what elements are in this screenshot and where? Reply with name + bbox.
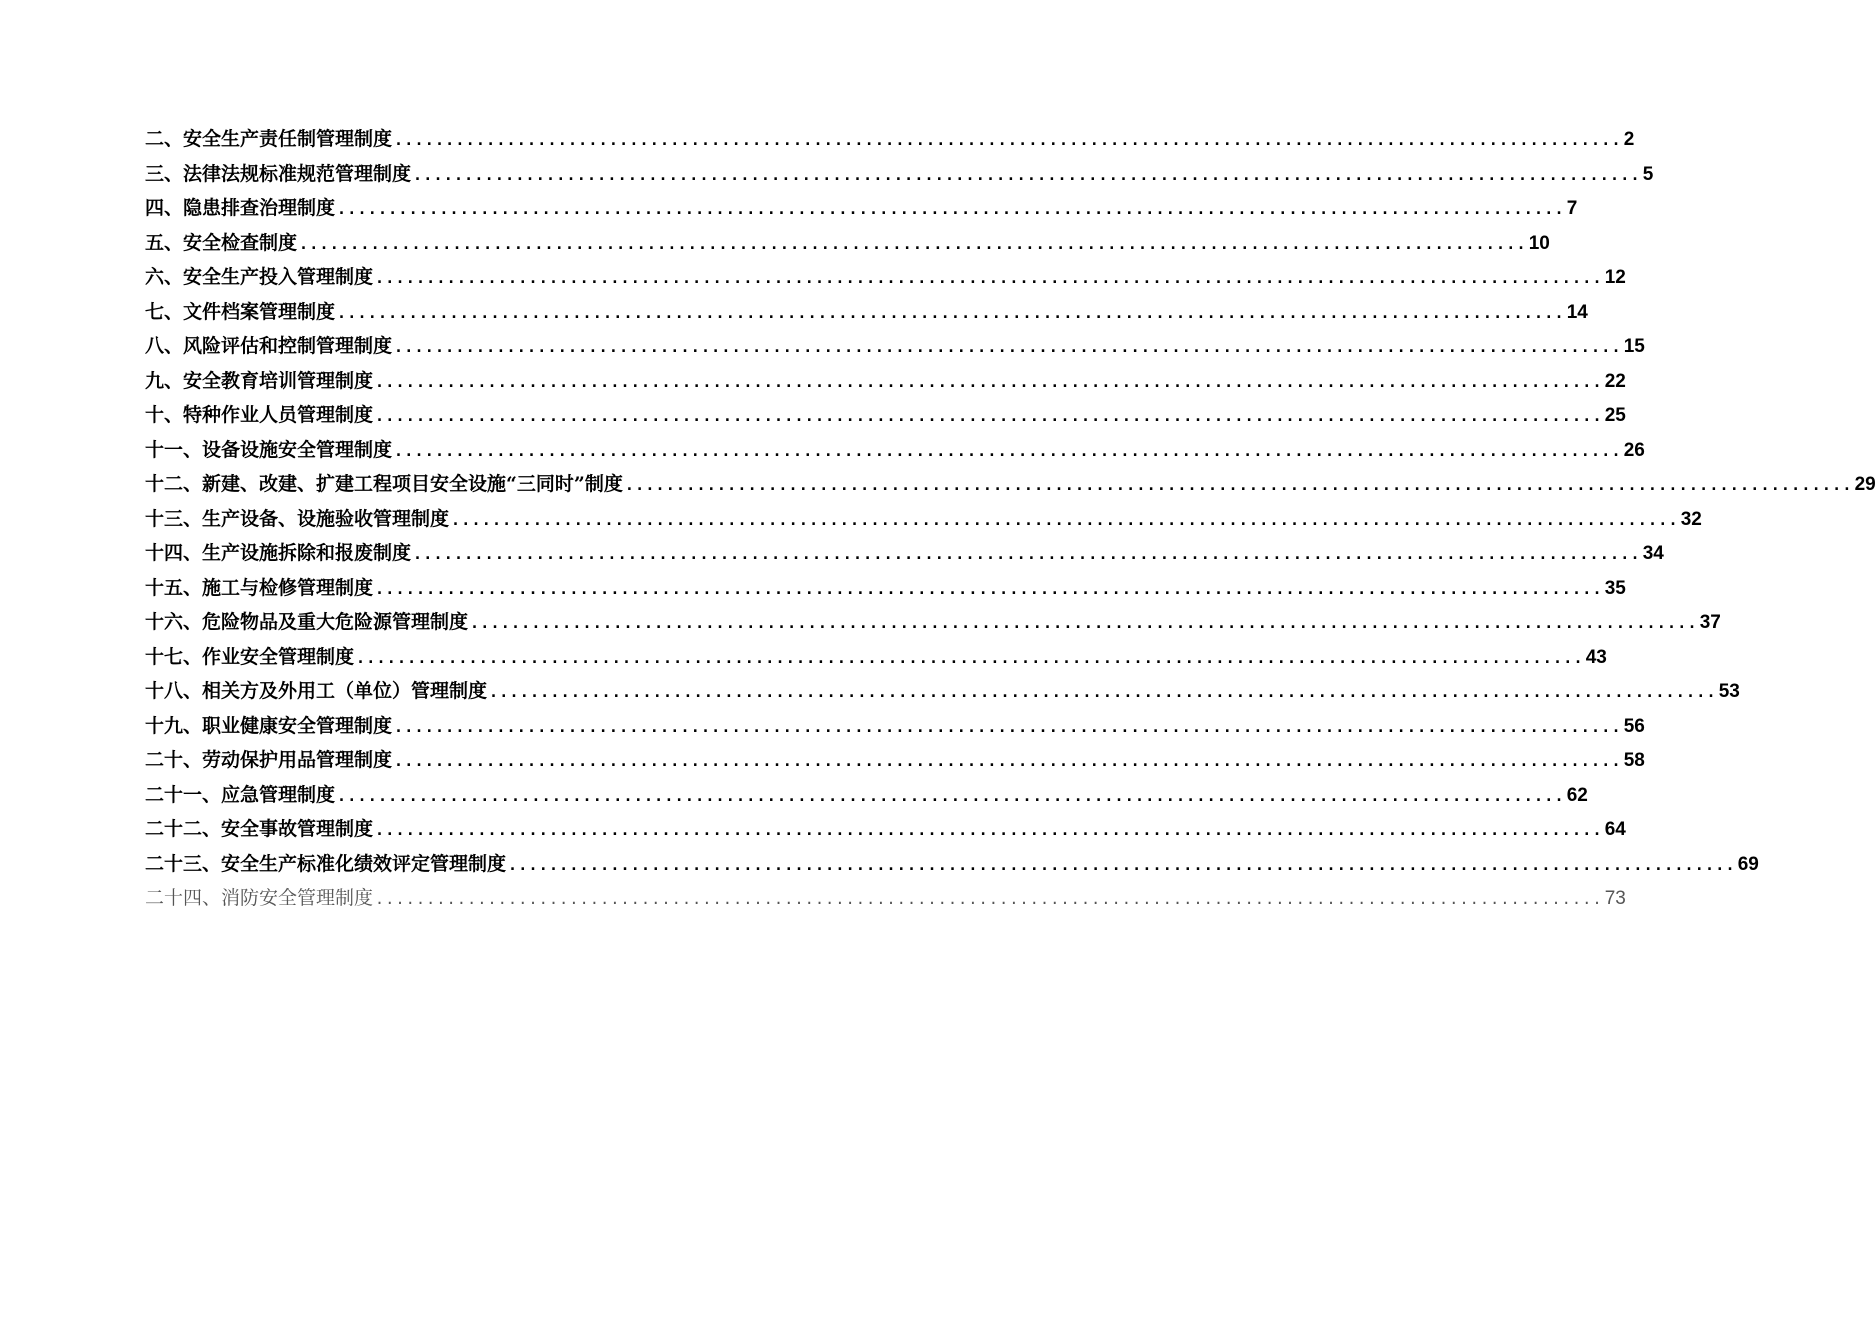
toc-entry[interactable] [145,226,1550,261]
toc-entry[interactable] [145,191,1578,226]
toc-dot-leader: ........................................................................................................................ [394,441,1622,460]
toc-page-number: 37 [1699,612,1721,633]
toc-page-number: 56 [1623,715,1645,737]
toc-entry-title: 二十二、安全事故管理制度 [145,818,374,840]
toc-dot-leader: ........................................................................................................................ [413,545,1641,563]
toc-page-number: 35 [1604,577,1626,599]
toc-page-number: 32 [1680,508,1702,530]
toc-entry-title: 十二、新建、改建、扩建工程项目安全设施“三同时”制度 [145,473,623,495]
toc-dot-leader: ........................................................................................................................ [470,614,1698,632]
toc-dot-leader: ........................................................................................................................ [489,683,1717,701]
toc-entry-title: 八、风险评估和控制管理制度 [145,335,393,357]
toc-dot-leader: ........................................................................................................................ [375,269,1603,287]
toc-entry-title: 十、特种作业人员管理制度 [145,404,374,426]
toc-dot-leader: ........................................................................................................................ [451,510,1679,529]
toc-entry[interactable] [145,467,1876,502]
toc-entry-title: 二十三、安全生产标准化绩效评定管理制度 [145,852,507,875]
toc-entry-title: 二十、劳动保护用品管理制度 [145,749,393,771]
toc-page-number: 62 [1566,784,1588,806]
toc-dot-leader: ........................................................................................................................ [375,890,1603,908]
toc-entry-title: 十九、职业健康安全管理制度 [145,714,393,737]
toc-dot-leader: ........................................................................................................................ [508,855,1736,874]
toc-dot-leader: ........................................................................................................................ [394,717,1622,736]
toc-dot-leader: ........................................................................................................................ [337,303,1565,322]
toc-page-number: 25 [1604,405,1626,426]
toc-entry-title: 九、安全教育培训管理制度 [145,369,374,392]
toc-entry-title: 二十一、应急管理制度 [145,783,336,806]
toc-entry[interactable] [145,157,1654,192]
toc-entry-title: 十八、相关方及外用工（单位）管理制度 [145,680,488,702]
toc-page-number: 29 [1854,474,1876,495]
toc-page-number: 53 [1718,681,1740,702]
toc-page-number: 26 [1623,439,1645,461]
toc-dot-leader: ........................................................................................................................ [394,338,1622,356]
toc-entry[interactable] [145,743,1645,778]
toc-dot-leader: ........................................................................................................................ [375,579,1603,598]
toc-dot-leader: ........................................................................................................................ [375,372,1603,391]
toc-dot-leader: ........................................................................................................................ [394,131,1622,149]
toc-entry[interactable] [145,329,1645,364]
toc-entry[interactable] [145,260,1626,295]
toc-page-number: 64 [1604,819,1626,840]
toc-page-number: 15 [1623,336,1645,357]
table-of-contents [145,122,1876,916]
toc-entry-title: 十五、施工与检修管理制度 [145,576,374,599]
toc-page-number: 43 [1585,646,1607,668]
toc-dot-leader: ........................................................................................................................ [375,821,1603,839]
toc-dot-leader: ........................................................................................................................ [337,786,1565,805]
toc-entry-title: 四、隐患排查治理制度 [145,197,336,219]
toc-dot-leader: ........................................................................................................................ [375,407,1603,425]
toc-dot-leader: ........................................................................................................................ [356,648,1584,667]
toc-entry-title: 三、法律法规标准规范管理制度 [145,162,412,185]
toc-entry[interactable] [145,709,1645,744]
toc-entry-title: 五、安全检查制度 [145,231,298,254]
toc-entry-title: 十六、危险物品及重大危险源管理制度 [145,611,469,633]
toc-page-number: 10 [1528,232,1550,254]
toc-entry-title: 二十四、消防安全管理制度 [145,887,374,909]
toc-entry-title: 十一、设备设施安全管理制度 [145,438,393,461]
toc-entry[interactable] [145,847,1759,882]
toc-entry[interactable] [145,502,1702,537]
toc-entry-title: 十七、作业安全管理制度 [145,645,355,668]
toc-page-number: 22 [1604,370,1626,392]
toc-dot-leader: ........................................................................................................................ [337,200,1565,218]
toc-entry[interactable] [145,640,1607,675]
toc-entry-title: 十四、生产设施拆除和报废制度 [145,542,412,564]
toc-dot-leader: ........................................................................................................................ [624,476,1853,494]
toc-entry[interactable] [145,364,1626,399]
toc-entry[interactable] [145,571,1626,606]
toc-page-number: 69 [1737,853,1759,875]
toc-page-number: 2 [1623,129,1635,150]
toc-entry-title: 七、文件档案管理制度 [145,300,336,323]
toc-entry[interactable] [145,605,1721,640]
toc-entry[interactable] [145,536,1664,571]
toc-entry[interactable] [145,674,1740,709]
toc-page-number: 58 [1623,750,1645,771]
toc-dot-leader: ........................................................................................................................ [413,165,1641,184]
toc-dot-leader: ........................................................................................................................ [394,752,1622,770]
toc-entry[interactable] [145,881,1626,916]
toc-entry-title: 二、安全生产责任制管理制度 [145,128,393,150]
toc-page-number: 12 [1604,267,1626,288]
toc-entry-title: 六、安全生产投入管理制度 [145,266,374,288]
toc-entry-title: 十三、生产设备、设施验收管理制度 [145,507,450,530]
toc-page-number: 14 [1566,301,1588,323]
toc-entry[interactable] [145,433,1645,468]
toc-entry[interactable] [145,295,1588,330]
toc-entry[interactable] [145,398,1626,433]
toc-entry[interactable] [145,122,1635,157]
toc-page-number: 34 [1642,543,1664,564]
toc-entry[interactable] [145,812,1626,847]
toc-page-number: 7 [1566,198,1578,219]
toc-page-number: 73 [1604,888,1626,909]
toc-page-number: 5 [1642,163,1654,185]
toc-entry[interactable] [145,778,1588,813]
toc-dot-leader: ........................................................................................................................ [299,234,1527,253]
